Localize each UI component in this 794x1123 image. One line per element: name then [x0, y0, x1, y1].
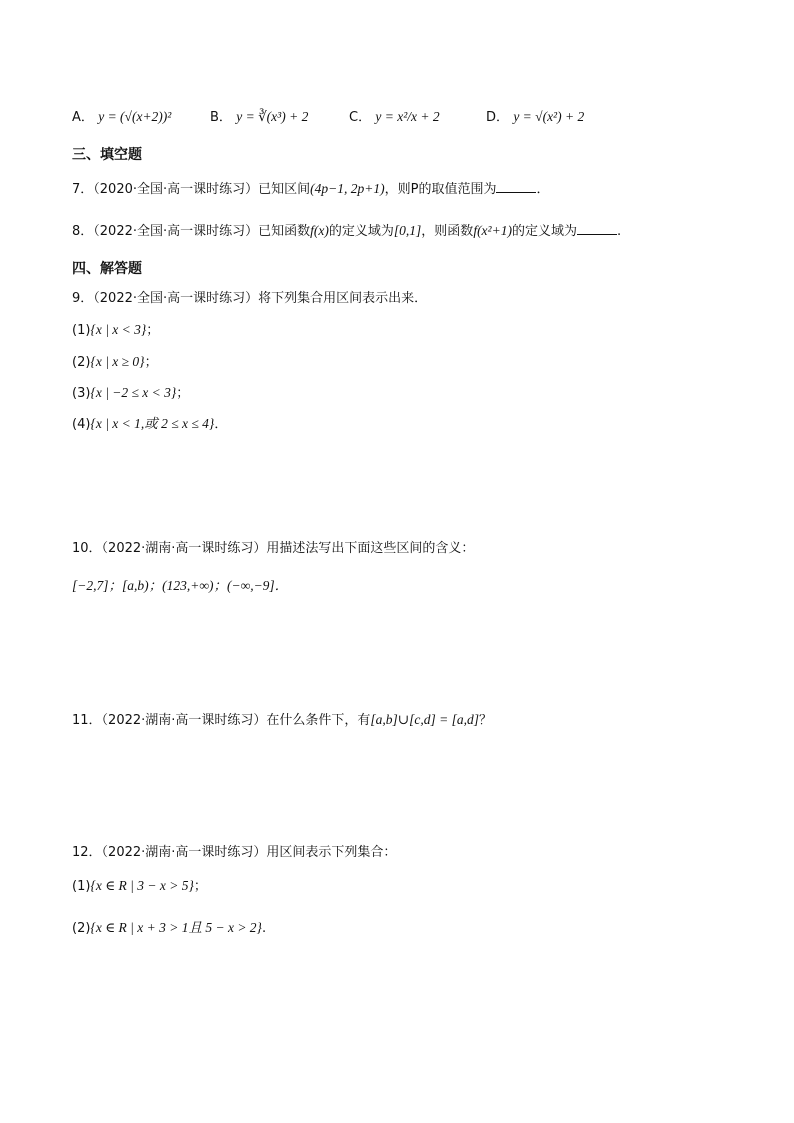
- question-source: （2022·全国·高一课时练习）: [93, 291, 259, 306]
- question-9-item-2: [72, 352, 158, 373]
- set-formula: {x ∈ R | 3 − x > 5}: [90, 878, 194, 893]
- question-text: 用描述法写出下面这些区间的含义：: [266, 541, 475, 556]
- question-text: 已知区间: [258, 182, 311, 197]
- option-c: [349, 106, 440, 125]
- set-formula: {x | x < 3}: [90, 322, 147, 337]
- question-text: 将下列集合用区间表示出来．: [258, 291, 428, 306]
- set-formula: {x | x < 1,或 2 ≤ x ≤ 4}: [90, 416, 215, 431]
- item-label: (2): [72, 355, 91, 370]
- question-number: 10．: [72, 541, 102, 556]
- question-number: 11．: [72, 713, 102, 728]
- domain-formula: [0,1]: [393, 223, 422, 238]
- question-end: .: [616, 224, 622, 239]
- question-source: （2022·全国·高一课时练习）: [93, 224, 259, 239]
- option-d-formula: y = √(x²) + 2: [513, 109, 585, 124]
- question-text: 用区间表示下列集合：: [266, 845, 397, 860]
- set-formula: {x ∈ R | x + 3 > 1且 5 − x > 2}: [90, 920, 262, 935]
- question-10: [72, 538, 474, 559]
- section-title-fill-blank: 三、填空题: [72, 147, 142, 163]
- question-text: ，则P的取值范围为: [384, 182, 497, 197]
- question-12-item-2: [72, 918, 266, 939]
- function-formula: f(x²+1): [473, 223, 512, 238]
- option-c-formula: y = x²/x + 2: [375, 109, 440, 124]
- item-end: ．: [214, 417, 228, 432]
- interval-formula: (4p−1, 2p+1): [310, 181, 385, 196]
- option-d-label: D．: [486, 110, 510, 125]
- question-12-item-1: [72, 876, 207, 897]
- option-d: [486, 106, 584, 125]
- item-label: (1): [72, 879, 91, 894]
- question-7: [72, 178, 549, 200]
- option-b-label: B．: [210, 110, 232, 125]
- question-number: 8．: [72, 224, 94, 239]
- question-source: （2022·湖南·高一课时练习）: [101, 713, 267, 728]
- answer-blank[interactable]: [496, 178, 536, 193]
- question-text: 的定义域为: [328, 224, 394, 239]
- question-number: 12．: [72, 845, 102, 860]
- set-formula: {x | x ≥ 0}: [90, 354, 145, 369]
- question-text: 的定义域为: [511, 224, 577, 239]
- item-label: (2): [72, 921, 91, 936]
- set-formula: {x | −2 ≤ x < 3}: [90, 385, 177, 400]
- function-formula: f(x): [310, 223, 329, 238]
- section-title-answer: 四、解答题: [72, 261, 142, 277]
- question-12: [72, 842, 396, 863]
- answer-blank[interactable]: [577, 220, 617, 235]
- option-a: [72, 106, 171, 125]
- item-end: ；: [144, 355, 158, 370]
- option-b: [210, 106, 308, 125]
- question-11: [72, 710, 492, 731]
- question-9: [72, 288, 427, 309]
- question-end: ？: [478, 713, 492, 728]
- question-source: （2022·湖南·高一课时练习）: [101, 845, 267, 860]
- question-text: 已知函数: [258, 224, 311, 239]
- interval-list: [−2,7]；[a,b)；(123,+∞)；(−∞,−9]．: [72, 578, 289, 593]
- question-number: 9．: [72, 291, 94, 306]
- question-10-intervals: [72, 576, 288, 596]
- option-c-label: C．: [349, 110, 372, 125]
- item-label: (4): [72, 417, 91, 432]
- question-source: （2022·湖南·高一课时练习）: [101, 541, 267, 556]
- item-end: ；: [193, 879, 207, 894]
- question-source: （2020·全国·高一课时练习）: [93, 182, 259, 197]
- question-9-item-4: [72, 414, 227, 435]
- item-label: (3): [72, 386, 91, 401]
- option-a-label: A．: [72, 110, 94, 125]
- item-end: .: [261, 921, 267, 936]
- question-8: [72, 220, 621, 242]
- question-9-item-1: [72, 320, 159, 341]
- option-b-formula: y = ∛(x³) + 2: [236, 109, 309, 124]
- question-9-item-3: [72, 383, 189, 404]
- union-formula: [a,b]∪[c,d] = [a,d]: [370, 712, 479, 727]
- question-text: 在什么条件下，有: [266, 713, 371, 728]
- option-a-formula: y = (√(x+2))²: [98, 109, 172, 124]
- question-number: 7．: [72, 182, 94, 197]
- question-end: ．: [536, 182, 550, 197]
- item-label: (1): [72, 323, 91, 338]
- question-text: ，则函数: [421, 224, 474, 239]
- item-end: ；: [176, 386, 190, 401]
- item-end: ；: [146, 323, 160, 338]
